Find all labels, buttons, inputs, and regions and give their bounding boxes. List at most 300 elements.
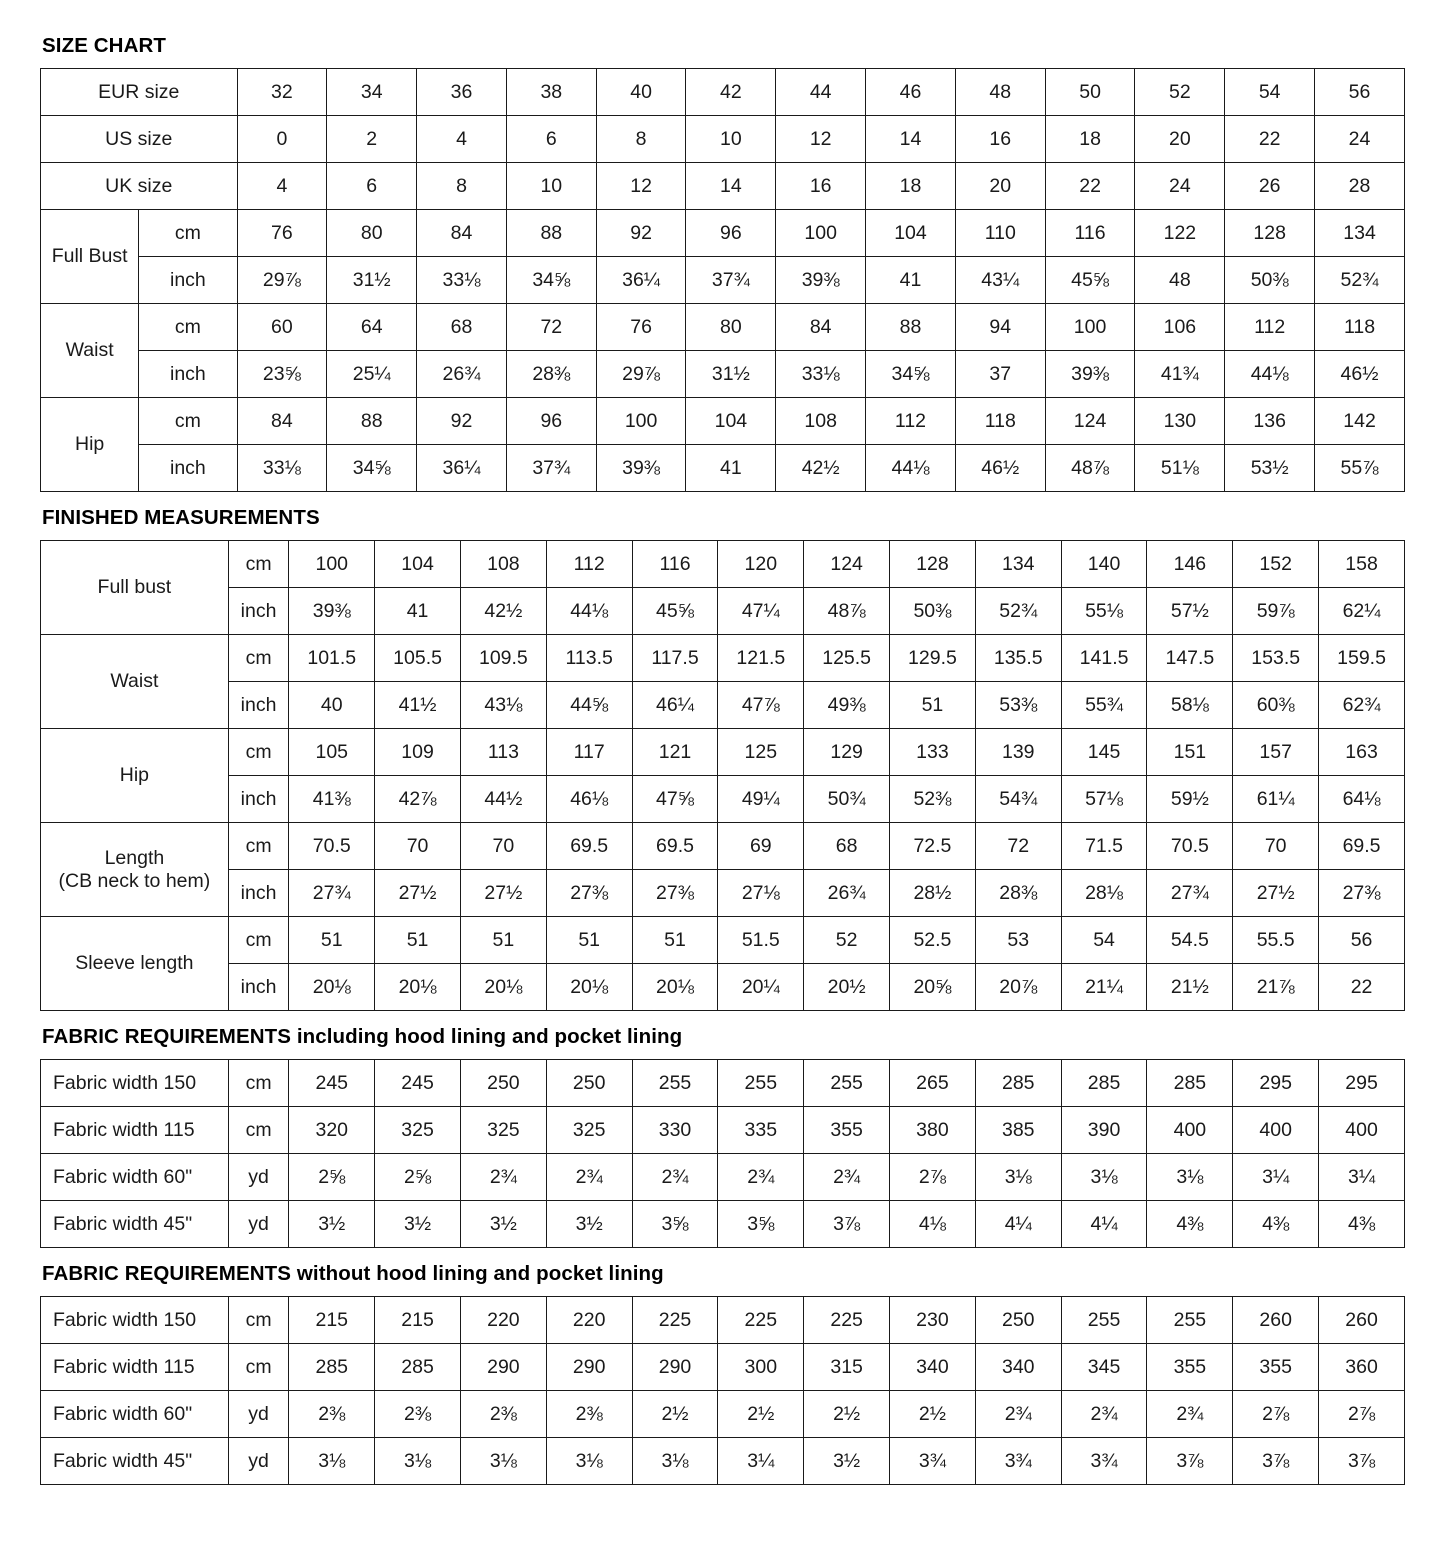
table-cell: 96 bbox=[686, 210, 776, 257]
table-cell: 29⅞ bbox=[237, 257, 327, 304]
table-cell: 4⅜ bbox=[1147, 1201, 1233, 1248]
table-row bbox=[41, 445, 1405, 492]
table-cell: 43⅛ bbox=[460, 682, 546, 729]
table-cell: 2⅞ bbox=[1319, 1391, 1405, 1438]
table-cell: 141.5 bbox=[1061, 635, 1147, 682]
table-cell: 112 bbox=[1225, 304, 1315, 351]
table-cell: 20⅛ bbox=[289, 964, 375, 1011]
table-cell: 2¾ bbox=[975, 1391, 1061, 1438]
table-cell: 14 bbox=[866, 116, 956, 163]
table-cell: 125.5 bbox=[804, 635, 890, 682]
table-cell: 62¼ bbox=[1319, 588, 1405, 635]
table-row bbox=[41, 304, 1405, 351]
table-cell: 250 bbox=[460, 1060, 546, 1107]
table-cell: 56 bbox=[1319, 917, 1405, 964]
table-cell: 255 bbox=[804, 1060, 890, 1107]
table-cell: 113 bbox=[460, 729, 546, 776]
table-cell: 3½ bbox=[546, 1201, 632, 1248]
table-cell: 53 bbox=[975, 917, 1061, 964]
table-cell: 88 bbox=[327, 398, 417, 445]
table-cell: 380 bbox=[890, 1107, 976, 1154]
table-cell: 28⅜ bbox=[506, 351, 596, 398]
table-cell: 51.5 bbox=[718, 917, 804, 964]
table-cell: 140 bbox=[1061, 541, 1147, 588]
table-cell: 37¾ bbox=[686, 257, 776, 304]
row-label: US size bbox=[41, 116, 238, 163]
table-row bbox=[41, 351, 1405, 398]
table-cell: 390 bbox=[1061, 1107, 1147, 1154]
table-cell: 39⅜ bbox=[289, 588, 375, 635]
table-cell: 39⅜ bbox=[776, 257, 866, 304]
row-unit: cm bbox=[228, 823, 289, 870]
table-cell: 51 bbox=[289, 917, 375, 964]
table-cell: 325 bbox=[375, 1107, 461, 1154]
table-cell: 53½ bbox=[1225, 445, 1315, 492]
table-cell: 290 bbox=[460, 1344, 546, 1391]
table-cell: 33⅛ bbox=[237, 445, 327, 492]
table-cell: 3¼ bbox=[1233, 1154, 1319, 1201]
table-cell: 29⅞ bbox=[596, 351, 686, 398]
table-cell: 94 bbox=[955, 304, 1045, 351]
row-unit: cm bbox=[139, 304, 237, 351]
table-cell: 100 bbox=[776, 210, 866, 257]
table-cell: 27½ bbox=[1233, 870, 1319, 917]
row-label: Sleeve length bbox=[41, 917, 229, 1011]
table-cell: 88 bbox=[866, 304, 956, 351]
table-cell: 44⅛ bbox=[866, 445, 956, 492]
table-cell: 39⅜ bbox=[596, 445, 686, 492]
table-cell: 68 bbox=[804, 823, 890, 870]
table-cell: 52 bbox=[804, 917, 890, 964]
table-cell: 14 bbox=[686, 163, 776, 210]
table-cell: 42 bbox=[686, 69, 776, 116]
table-cell: 285 bbox=[1147, 1060, 1233, 1107]
table-cell: 43¼ bbox=[955, 257, 1045, 304]
row-unit: cm bbox=[228, 917, 289, 964]
table-cell: 320 bbox=[289, 1107, 375, 1154]
table-cell: 4 bbox=[417, 116, 507, 163]
table-cell: 225 bbox=[632, 1297, 718, 1344]
row-unit: cm bbox=[228, 1344, 289, 1391]
table-cell: 230 bbox=[890, 1297, 976, 1344]
table-cell: 70.5 bbox=[289, 823, 375, 870]
table-cell: 260 bbox=[1319, 1297, 1405, 1344]
table-cell: 330 bbox=[632, 1107, 718, 1154]
table-cell: 3¾ bbox=[975, 1438, 1061, 1485]
table-cell: 129.5 bbox=[890, 635, 976, 682]
row-label: Waist bbox=[41, 635, 229, 729]
table-cell: 265 bbox=[890, 1060, 976, 1107]
table-cell: 27⅜ bbox=[546, 870, 632, 917]
table-row bbox=[41, 1391, 1405, 1438]
table-cell: 92 bbox=[596, 210, 686, 257]
table-cell: 60⅜ bbox=[1233, 682, 1319, 729]
table-cell: 10 bbox=[686, 116, 776, 163]
table-cell: 20¼ bbox=[718, 964, 804, 1011]
row-unit: inch bbox=[228, 870, 289, 917]
table-cell: 51 bbox=[632, 917, 718, 964]
table-cell: 21½ bbox=[1147, 964, 1233, 1011]
table-cell: 51 bbox=[460, 917, 546, 964]
table-cell: 215 bbox=[375, 1297, 461, 1344]
table-row bbox=[41, 964, 1405, 1011]
table-cell: 92 bbox=[417, 398, 507, 445]
table-cell: 3½ bbox=[804, 1438, 890, 1485]
table-cell: 285 bbox=[1061, 1060, 1147, 1107]
table-cell: 400 bbox=[1319, 1107, 1405, 1154]
table-cell: 117 bbox=[546, 729, 632, 776]
table-cell: 28 bbox=[1315, 163, 1405, 210]
table-cell: 110 bbox=[955, 210, 1045, 257]
table-cell: 40 bbox=[289, 682, 375, 729]
table-cell: 61¼ bbox=[1233, 776, 1319, 823]
table-cell: 147.5 bbox=[1147, 635, 1233, 682]
table-cell: 69.5 bbox=[546, 823, 632, 870]
table-cell: 51 bbox=[375, 917, 461, 964]
table-cell: 340 bbox=[890, 1344, 976, 1391]
size-chart-heading: SIZE CHART bbox=[42, 34, 166, 57]
table-cell: 70 bbox=[375, 823, 461, 870]
table-cell: 44 bbox=[776, 69, 866, 116]
table-cell: 26¾ bbox=[804, 870, 890, 917]
table-cell: 255 bbox=[1061, 1297, 1147, 1344]
table-cell: 48 bbox=[1135, 257, 1225, 304]
table-cell: 108 bbox=[460, 541, 546, 588]
table-cell: 2¾ bbox=[718, 1154, 804, 1201]
table-cell: 146 bbox=[1147, 541, 1233, 588]
table-cell: 39⅜ bbox=[1045, 351, 1135, 398]
table-cell: 220 bbox=[546, 1297, 632, 1344]
row-unit: inch bbox=[139, 257, 237, 304]
table-cell: 16 bbox=[955, 116, 1045, 163]
table-cell: 36¼ bbox=[417, 445, 507, 492]
table-cell: 325 bbox=[546, 1107, 632, 1154]
table-row bbox=[41, 776, 1405, 823]
table-cell: 3¼ bbox=[1319, 1154, 1405, 1201]
table-cell: 45⅝ bbox=[1045, 257, 1135, 304]
table-cell: 34⅝ bbox=[327, 445, 417, 492]
table-cell: 84 bbox=[417, 210, 507, 257]
table-cell: 106 bbox=[1135, 304, 1225, 351]
table-cell: 37¾ bbox=[506, 445, 596, 492]
table-cell: 54 bbox=[1061, 917, 1147, 964]
table-cell: 54.5 bbox=[1147, 917, 1233, 964]
table-cell: 250 bbox=[975, 1297, 1061, 1344]
table-cell: 360 bbox=[1319, 1344, 1405, 1391]
row-label: Length (CB neck to hem) bbox=[41, 823, 229, 917]
row-unit: cm bbox=[228, 1060, 289, 1107]
table-cell: 135.5 bbox=[975, 635, 1061, 682]
table-cell: 50¾ bbox=[804, 776, 890, 823]
table-row bbox=[41, 588, 1405, 635]
table-cell: 28⅜ bbox=[975, 870, 1061, 917]
table-cell: 51⅛ bbox=[1135, 445, 1225, 492]
table-cell: 290 bbox=[632, 1344, 718, 1391]
table-cell: 325 bbox=[460, 1107, 546, 1154]
table-row bbox=[41, 1060, 1405, 1107]
table-cell: 120 bbox=[718, 541, 804, 588]
table-row bbox=[41, 210, 1405, 257]
table-cell: 26¾ bbox=[417, 351, 507, 398]
table-cell: 44⅝ bbox=[546, 682, 632, 729]
table-cell: 52¾ bbox=[1315, 257, 1405, 304]
table-cell: 4 bbox=[237, 163, 327, 210]
table-cell: 2¾ bbox=[546, 1154, 632, 1201]
table-cell: 355 bbox=[1147, 1344, 1233, 1391]
table-cell: 2⅜ bbox=[546, 1391, 632, 1438]
table-cell: 20 bbox=[955, 163, 1045, 210]
table-cell: 2¾ bbox=[804, 1154, 890, 1201]
table-cell: 116 bbox=[632, 541, 718, 588]
table-cell: 27⅜ bbox=[632, 870, 718, 917]
table-row bbox=[41, 541, 1405, 588]
table-cell: 3⅛ bbox=[1061, 1154, 1147, 1201]
table-cell: 124 bbox=[1045, 398, 1135, 445]
table-cell: 335 bbox=[718, 1107, 804, 1154]
table-cell: 109 bbox=[375, 729, 461, 776]
table-cell: 20⅛ bbox=[375, 964, 461, 1011]
table-cell: 3¾ bbox=[1061, 1438, 1147, 1485]
table-cell: 151 bbox=[1147, 729, 1233, 776]
table-cell: 100 bbox=[596, 398, 686, 445]
row-unit: inch bbox=[228, 776, 289, 823]
table-cell: 159.5 bbox=[1319, 635, 1405, 682]
table-cell: 12 bbox=[596, 163, 686, 210]
row-unit: inch bbox=[228, 588, 289, 635]
table-cell: 290 bbox=[546, 1344, 632, 1391]
table-cell: 52.5 bbox=[890, 917, 976, 964]
table-cell: 49⅜ bbox=[804, 682, 890, 729]
fabric-without-lining-table bbox=[40, 1296, 1405, 1485]
table-cell: 136 bbox=[1225, 398, 1315, 445]
row-label: Full bust bbox=[41, 541, 229, 635]
table-cell: 385 bbox=[975, 1107, 1061, 1154]
table-cell: 315 bbox=[804, 1344, 890, 1391]
table-cell: 21¼ bbox=[1061, 964, 1147, 1011]
table-row bbox=[41, 729, 1405, 776]
table-cell: 42½ bbox=[460, 588, 546, 635]
table-cell: 28⅛ bbox=[1061, 870, 1147, 917]
table-row bbox=[41, 1297, 1405, 1344]
table-cell: 41¾ bbox=[1135, 351, 1225, 398]
row-unit: cm bbox=[228, 1107, 289, 1154]
table-cell: 33⅛ bbox=[417, 257, 507, 304]
row-label: UK size bbox=[41, 163, 238, 210]
table-cell: 36¼ bbox=[596, 257, 686, 304]
row-unit: cm bbox=[139, 210, 237, 257]
table-cell: 18 bbox=[1045, 116, 1135, 163]
table-cell: 96 bbox=[506, 398, 596, 445]
table-cell: 8 bbox=[417, 163, 507, 210]
table-cell: 68 bbox=[417, 304, 507, 351]
table-cell: 260 bbox=[1233, 1297, 1319, 1344]
table-cell: 4⅛ bbox=[890, 1201, 976, 1248]
table-row bbox=[41, 69, 1405, 116]
table-cell: 22 bbox=[1225, 116, 1315, 163]
table-cell: 54¾ bbox=[975, 776, 1061, 823]
table-cell: 24 bbox=[1135, 163, 1225, 210]
row-unit: cm bbox=[228, 729, 289, 776]
table-row bbox=[41, 257, 1405, 304]
table-row bbox=[41, 1107, 1405, 1154]
table-cell: 36 bbox=[417, 69, 507, 116]
table-cell: 69.5 bbox=[1319, 823, 1405, 870]
table-cell: 55.5 bbox=[1233, 917, 1319, 964]
table-cell: 48⅞ bbox=[804, 588, 890, 635]
table-cell: 128 bbox=[1225, 210, 1315, 257]
row-label: Fabric width 150 bbox=[41, 1297, 229, 1344]
table-cell: 50⅜ bbox=[1225, 257, 1315, 304]
table-cell: 22 bbox=[1319, 964, 1405, 1011]
table-cell: 50 bbox=[1045, 69, 1135, 116]
table-cell: 215 bbox=[289, 1297, 375, 1344]
table-cell: 112 bbox=[866, 398, 956, 445]
table-cell: 225 bbox=[718, 1297, 804, 1344]
table-cell: 47⅝ bbox=[632, 776, 718, 823]
table-cell: 71.5 bbox=[1061, 823, 1147, 870]
table-cell: 4¼ bbox=[975, 1201, 1061, 1248]
table-cell: 118 bbox=[1315, 304, 1405, 351]
table-row bbox=[41, 823, 1405, 870]
table-cell: 2¾ bbox=[1147, 1391, 1233, 1438]
row-unit: inch bbox=[228, 682, 289, 729]
table-cell: 22 bbox=[1045, 163, 1135, 210]
table-cell: 2¾ bbox=[1061, 1391, 1147, 1438]
table-cell: 52¾ bbox=[975, 588, 1061, 635]
table-cell: 70 bbox=[1233, 823, 1319, 870]
table-cell: 285 bbox=[289, 1344, 375, 1391]
row-label: Fabric width 45" bbox=[41, 1201, 229, 1248]
table-cell: 57½ bbox=[1147, 588, 1233, 635]
table-row bbox=[41, 917, 1405, 964]
table-cell: 53⅜ bbox=[975, 682, 1061, 729]
table-cell: 27⅛ bbox=[718, 870, 804, 917]
row-unit: cm bbox=[228, 541, 289, 588]
table-cell: 2 bbox=[327, 116, 417, 163]
row-unit: yd bbox=[228, 1154, 289, 1201]
table-cell: 46¼ bbox=[632, 682, 718, 729]
table-cell: 3½ bbox=[289, 1201, 375, 1248]
table-cell: 142 bbox=[1315, 398, 1405, 445]
fabric-with-lining-table bbox=[40, 1059, 1405, 1248]
table-row bbox=[41, 1201, 1405, 1248]
table-cell: 64⅛ bbox=[1319, 776, 1405, 823]
table-cell: 16 bbox=[776, 163, 866, 210]
fabric-with-lining-heading: FABRIC REQUIREMENTS including hood lining and pocket lining bbox=[42, 1025, 683, 1048]
table-cell: 55¾ bbox=[1061, 682, 1147, 729]
table-cell: 400 bbox=[1147, 1107, 1233, 1154]
table-cell: 295 bbox=[1319, 1060, 1405, 1107]
row-label: Hip bbox=[41, 729, 229, 823]
table-cell: 84 bbox=[776, 304, 866, 351]
table-row bbox=[41, 1438, 1405, 1485]
table-cell: 56 bbox=[1315, 69, 1405, 116]
table-cell: 345 bbox=[1061, 1344, 1147, 1391]
table-cell: 59⅞ bbox=[1233, 588, 1319, 635]
table-cell: 121 bbox=[632, 729, 718, 776]
table-cell: 3⅝ bbox=[718, 1201, 804, 1248]
table-cell: 46½ bbox=[1315, 351, 1405, 398]
table-cell: 45⅝ bbox=[632, 588, 718, 635]
table-cell: 4⅜ bbox=[1233, 1201, 1319, 1248]
table-cell: 24 bbox=[1315, 116, 1405, 163]
table-row bbox=[41, 116, 1405, 163]
table-cell: 104 bbox=[375, 541, 461, 588]
table-cell: 220 bbox=[460, 1297, 546, 1344]
table-cell: 76 bbox=[237, 210, 327, 257]
table-cell: 72 bbox=[975, 823, 1061, 870]
size-chart-table bbox=[40, 68, 1405, 492]
table-cell: 125 bbox=[718, 729, 804, 776]
table-cell: 69.5 bbox=[632, 823, 718, 870]
table-cell: 41 bbox=[866, 257, 956, 304]
table-cell: 2½ bbox=[804, 1391, 890, 1438]
finished-measurements-heading: FINISHED MEASUREMENTS bbox=[42, 506, 320, 529]
table-cell: 3⅝ bbox=[632, 1201, 718, 1248]
table-cell: 2⅜ bbox=[375, 1391, 461, 1438]
table-cell: 54 bbox=[1225, 69, 1315, 116]
row-label: Waist bbox=[41, 304, 139, 398]
table-cell: 3⅞ bbox=[804, 1201, 890, 1248]
table-cell: 158 bbox=[1319, 541, 1405, 588]
table-cell: 6 bbox=[506, 116, 596, 163]
table-cell: 109.5 bbox=[460, 635, 546, 682]
table-cell: 340 bbox=[975, 1344, 1061, 1391]
table-cell: 6 bbox=[327, 163, 417, 210]
table-cell: 2⅝ bbox=[289, 1154, 375, 1201]
table-cell: 18 bbox=[866, 163, 956, 210]
table-cell: 0 bbox=[237, 116, 327, 163]
table-cell: 117.5 bbox=[632, 635, 718, 682]
table-cell: 20⅛ bbox=[632, 964, 718, 1011]
table-cell: 2⅜ bbox=[460, 1391, 546, 1438]
table-cell: 41 bbox=[375, 588, 461, 635]
table-cell: 48 bbox=[955, 69, 1045, 116]
table-cell: 3⅛ bbox=[289, 1438, 375, 1485]
table-cell: 48⅞ bbox=[1045, 445, 1135, 492]
table-row bbox=[41, 163, 1405, 210]
table-row bbox=[41, 1344, 1405, 1391]
table-cell: 26 bbox=[1225, 163, 1315, 210]
row-label: Fabric width 60" bbox=[41, 1391, 229, 1438]
table-cell: 355 bbox=[1233, 1344, 1319, 1391]
table-cell: 2½ bbox=[632, 1391, 718, 1438]
row-label: Full Bust bbox=[41, 210, 139, 304]
table-cell: 27½ bbox=[460, 870, 546, 917]
table-cell: 10 bbox=[506, 163, 596, 210]
table-cell: 112 bbox=[546, 541, 632, 588]
table-cell: 20½ bbox=[804, 964, 890, 1011]
table-cell: 38 bbox=[506, 69, 596, 116]
table-cell: 3⅛ bbox=[975, 1154, 1061, 1201]
table-row bbox=[41, 635, 1405, 682]
finished-measurements-table bbox=[40, 540, 1405, 1011]
table-cell: 51 bbox=[546, 917, 632, 964]
table-cell: 118 bbox=[955, 398, 1045, 445]
table-cell: 21⅞ bbox=[1233, 964, 1319, 1011]
table-cell: 59½ bbox=[1147, 776, 1233, 823]
table-row bbox=[41, 1154, 1405, 1201]
row-unit: yd bbox=[228, 1438, 289, 1485]
table-cell: 47⅞ bbox=[718, 682, 804, 729]
row-label: Fabric width 45" bbox=[41, 1438, 229, 1485]
table-cell: 250 bbox=[546, 1060, 632, 1107]
table-cell: 134 bbox=[975, 541, 1061, 588]
row-label: Fabric width 60" bbox=[41, 1154, 229, 1201]
table-cell: 3⅞ bbox=[1233, 1438, 1319, 1485]
table-cell: 12 bbox=[776, 116, 866, 163]
table-cell: 55⅞ bbox=[1315, 445, 1405, 492]
